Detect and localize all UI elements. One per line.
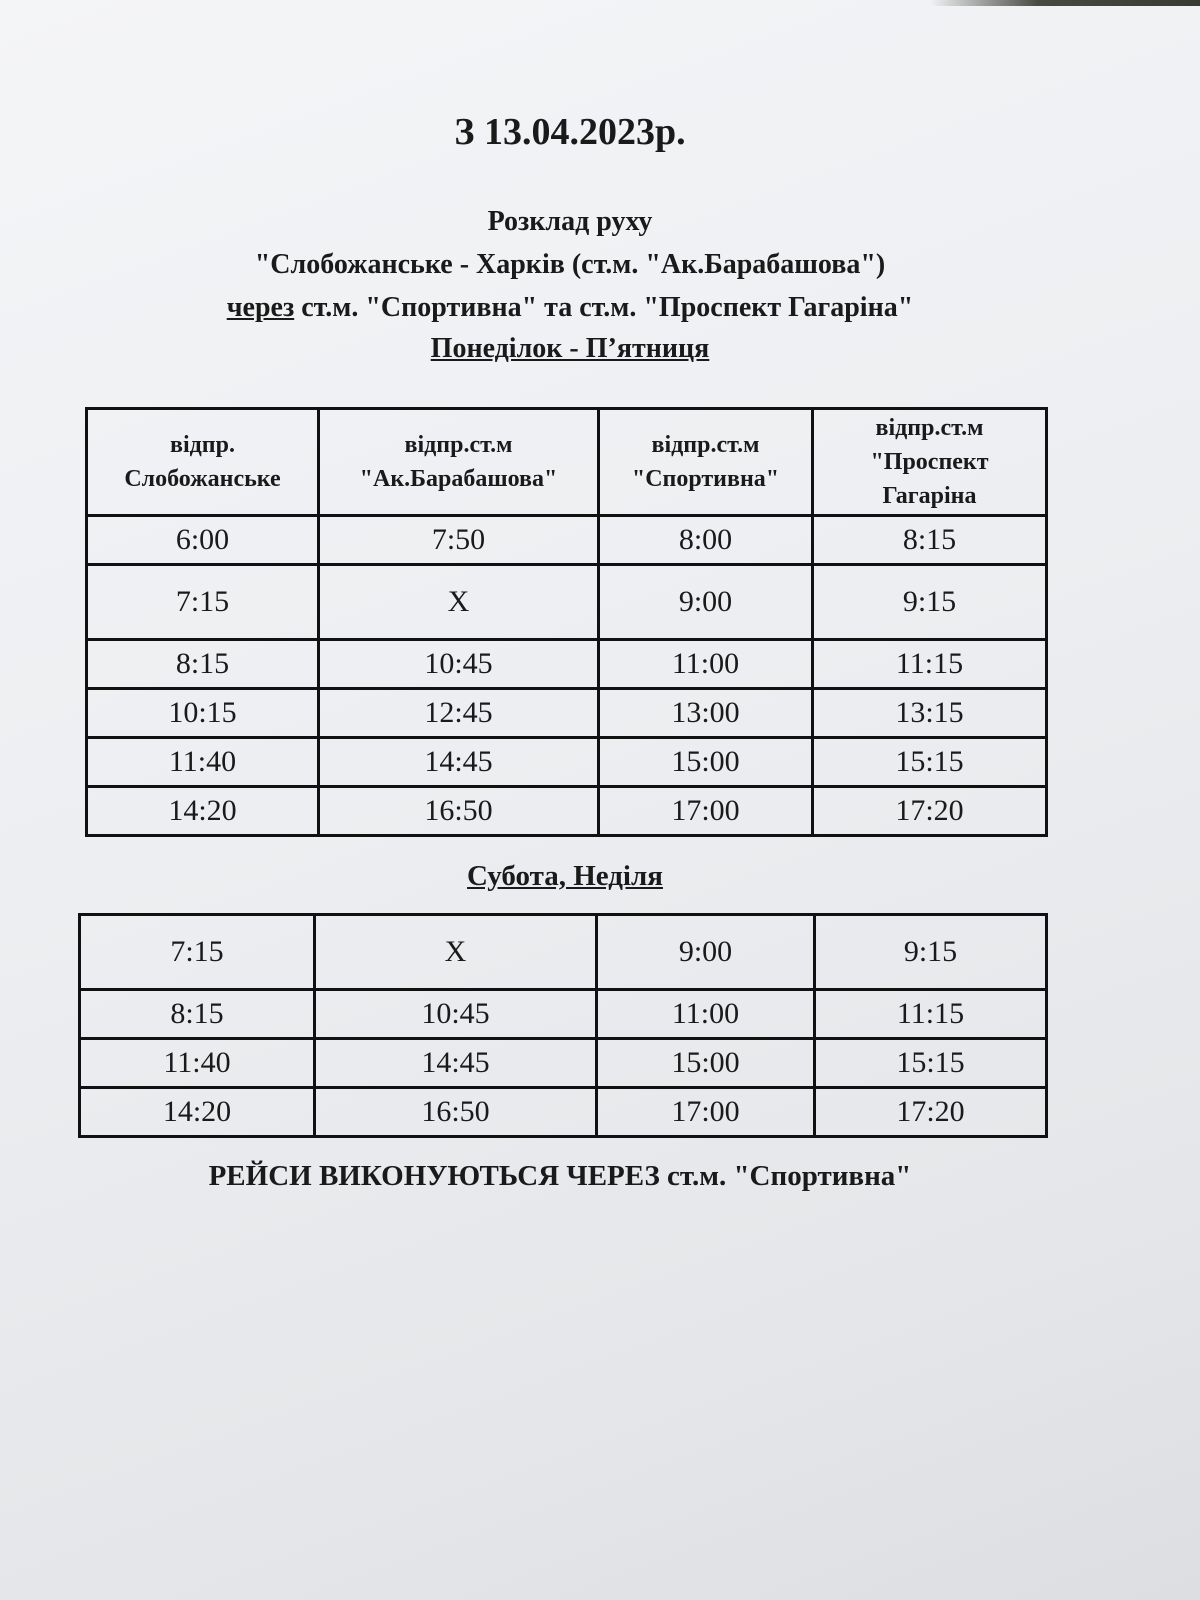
effective-date-heading: З 13.04.2023р. (454, 111, 686, 153)
weekday-label: Понеділок - П’ятниця (430, 333, 710, 364)
time-cell: 8:15 (87, 640, 319, 689)
time-cell: 13:00 (599, 689, 813, 738)
table-row (87, 516, 1047, 565)
time-cell: 9:15 (813, 565, 1047, 640)
time-cell: 15:00 (597, 1039, 815, 1088)
header-line: відпр. (170, 432, 235, 458)
weekend-schedule-table (78, 913, 1048, 1138)
time-cell: 13:15 (813, 689, 1047, 738)
header-line: Гагаріна (882, 483, 977, 509)
time-cell: 14:45 (319, 738, 599, 787)
via-word: через (226, 292, 295, 323)
time-cell: 11:40 (80, 1039, 315, 1088)
header-line: "Спортивна" (631, 466, 780, 492)
time-cell: 8:00 (599, 516, 813, 565)
time-cell: 14:45 (315, 1039, 597, 1088)
time-cell: 17:00 (599, 787, 813, 836)
time-cell: 17:00 (597, 1088, 815, 1137)
table-row (87, 565, 1047, 640)
time-cell: 14:20 (80, 1088, 315, 1137)
table-row (80, 990, 1047, 1039)
header-line: відпр.ст.м (875, 415, 984, 441)
schedule-title: Розклад руху (487, 206, 653, 237)
header-line: "Проспект (870, 449, 989, 475)
table-row (87, 689, 1047, 738)
weekend-label: Субота, Неділя (467, 860, 663, 892)
time-cell: 17:20 (813, 787, 1047, 836)
route-via (0, 286, 1140, 329)
time-cell: 12:45 (319, 689, 599, 738)
time-cell: 16:50 (315, 1088, 597, 1137)
time-cell: 7:15 (87, 565, 319, 640)
route-name: "Слобожанське - Харків (ст.м. "Ак.Барабашова") (254, 249, 886, 280)
table-row (87, 787, 1047, 836)
time-cell: 14:20 (87, 787, 319, 836)
header-line: Слобожанське (124, 466, 281, 492)
time-cell: 9:00 (597, 915, 815, 990)
table-row (80, 1039, 1047, 1088)
time-cell: 11:15 (815, 990, 1047, 1039)
table-header-row (87, 409, 1047, 516)
table-row (80, 1088, 1047, 1137)
header-barabashova (319, 409, 599, 516)
table-row (87, 738, 1047, 787)
header-line: відпр.ст.м (404, 432, 513, 458)
time-cell: 7:50 (319, 516, 599, 565)
header-slobozhanske (87, 409, 319, 516)
footer-note: РЕЙСИ ВИКОНУЮТЬСЯ ЧЕРЕЗ ст.м. "Спортивна" (208, 1160, 912, 1192)
time-cell: 11:00 (599, 640, 813, 689)
time-cell: 11:00 (597, 990, 815, 1039)
header-haharina (813, 409, 1047, 516)
time-cell: 11:15 (813, 640, 1047, 689)
time-cell: 15:00 (599, 738, 813, 787)
time-cell: 15:15 (813, 738, 1047, 787)
time-cell: 9:00 (599, 565, 813, 640)
time-cell: 7:15 (80, 915, 315, 990)
time-cell: Х (319, 565, 599, 640)
time-cell: 10:45 (315, 990, 597, 1039)
time-cell: 9:15 (815, 915, 1047, 990)
time-cell: 11:40 (87, 738, 319, 787)
header-sportyvna (599, 409, 813, 516)
time-cell: 15:15 (815, 1039, 1047, 1088)
time-cell: 17:20 (815, 1088, 1047, 1137)
time-cell: 16:50 (319, 787, 599, 836)
time-cell: 8:15 (80, 990, 315, 1039)
time-cell: 10:45 (319, 640, 599, 689)
via-stations: ст.м. "Спортивна" та ст.м. "Проспект Гагаріна" (294, 292, 914, 323)
header-line: відпр.ст.м (651, 432, 760, 458)
time-cell: 8:15 (813, 516, 1047, 565)
table-row (87, 640, 1047, 689)
weekday-schedule-table (85, 407, 1048, 837)
time-cell: 10:15 (87, 689, 319, 738)
time-cell: Х (315, 915, 597, 990)
header-line: "Ак.Барабашова" (359, 466, 558, 492)
time-cell: 6:00 (87, 516, 319, 565)
table-row (80, 915, 1047, 990)
